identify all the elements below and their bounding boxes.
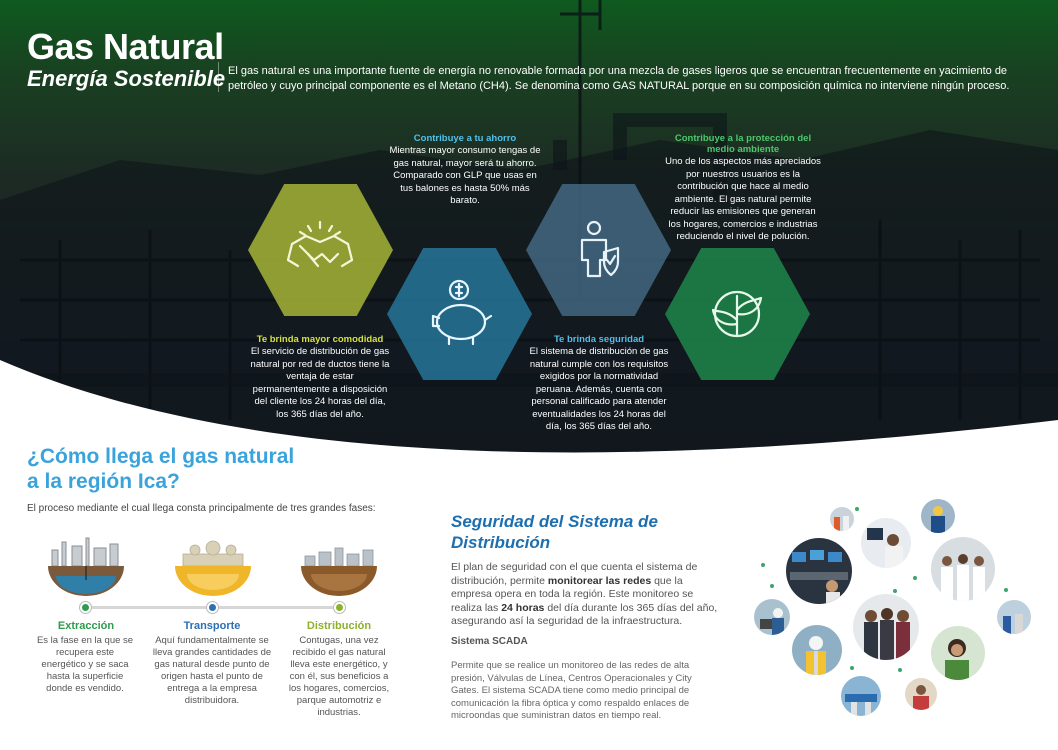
scada-heading: Sistema SCADA xyxy=(451,636,528,647)
phase-title-distribucion: Distribución xyxy=(306,620,372,632)
photo-team-group xyxy=(931,537,995,601)
seguridad-sistema-heading: Seguridad del Sistema de Distribución xyxy=(451,512,658,552)
page-subtitle: Energía Sostenible xyxy=(27,66,226,91)
proceso-subtitle: El proceso mediante el cual llega consta principalmente de tres grandes fases: xyxy=(27,503,376,514)
decor-dot xyxy=(850,666,854,670)
decor-dot xyxy=(761,563,765,567)
seguridad-text-part2: que la empresa opera en toda la región. Este monitoreo se realiza las xyxy=(451,574,694,614)
feature-comodidad xyxy=(250,334,390,421)
photo-woman-smiling xyxy=(931,626,985,680)
decor-dot xyxy=(1004,588,1008,592)
photo-outdoor-workers xyxy=(997,600,1031,634)
feature-comodidad-title: Te brinda mayor comodidad xyxy=(256,334,384,345)
photo-kitchen xyxy=(905,678,937,710)
photo-workers-small xyxy=(830,507,854,531)
photo-executives xyxy=(853,594,919,660)
proceso-heading: ¿Cómo llega el gas natural a la región Ica? xyxy=(27,445,295,493)
seguridad-text-bold2: 24 horas xyxy=(501,601,545,614)
transport-illustration xyxy=(173,532,253,602)
photo-field-worker xyxy=(921,499,955,533)
seguridad-sistema-paragraph xyxy=(451,561,719,629)
decor-dot xyxy=(770,584,774,588)
seguridad-text-bold1: monitorear las redes xyxy=(547,574,652,587)
phase-title-transporte: Transporte xyxy=(183,620,241,632)
decor-dot xyxy=(898,668,902,672)
photo-control-room xyxy=(786,538,852,604)
photo-technician-laptop xyxy=(754,599,790,635)
decor-dot xyxy=(855,507,859,511)
feature-medio-ambiente-text: Uno de los aspectos más apreciados por nuestros usuarios es la contribución que hace al medio ambiente. El gas natural permite reducir las emisiones que generan los hogares, comercios e industrias reduciendo el nivel de polución. xyxy=(665,156,821,242)
timeline-dot-distribucion xyxy=(334,602,345,613)
photo-worker-hardhat xyxy=(792,625,842,675)
seguridad-text-part3: del día durante los 365 días del año, asegurando así la seguridad de la infraestructura. xyxy=(451,601,718,627)
phase-text-extraccion: Es la fase en la que se recupera este energético y se saca hasta la superficie donde es vendido. xyxy=(36,635,134,694)
page-title: Gas Natural xyxy=(27,26,224,67)
distribution-illustration xyxy=(299,532,379,602)
decor-dot xyxy=(913,576,917,580)
feature-ahorro xyxy=(386,133,544,208)
extraction-illustration xyxy=(46,532,126,602)
phase-text-distribucion: Contugas, una vez recibido el gas natural lleva este energético, y con él, sus beneficios a los hogares, comercios, parque automotriz e industrias. xyxy=(288,635,390,718)
feature-seguridad-title: Te brinda seguridad xyxy=(553,334,645,345)
intro-paragraph: El gas natural es una importante fuente de energía no renovable formada por una mezcla de gases ligeros que se encuentran frecuentemente en yacimiento de petróleo y cuyo principal componente es el Metano (CH4). Se denomina como GAS NATURAL porque en su composición química no interviene ningún proceso. xyxy=(228,65,1010,92)
phase-text-transporte: Aquí fundamentalmente se lleva grandes cantidades de gas natural desde punto de origen hasta el punto de entrega a la empresa distribuidora. xyxy=(152,635,272,706)
scada-paragraph: Permite que se realice un monitoreo de las redes de alta presión, Válvulas de Línea, Centros Operacionales y City Gates. El sistema SCADA tiene como medio principal de comunicación la fibra óptica y como respaldo enlaces de microondas que suministran datos en tiempo real. xyxy=(451,660,692,721)
timeline-dot-extraccion xyxy=(80,602,91,613)
feature-comodidad-text: El servicio de distribución de gas natural por red de ductos tiene la ventaja de estar permanentemente a disposición del cliente los 24 horas del día, los 365 días del año. xyxy=(250,346,390,420)
feature-seguridad-text: El sistema de distribución de gas natural cumple con los requisitos exigidos por la normatividad peruana. Además, cuenta con personal calificado para atender eventualidades los 24 horas del día, los 365 días del año. xyxy=(529,346,669,432)
feature-medio-ambiente-title: Contribuye a la protección del medio ambiente xyxy=(674,133,812,155)
decor-dot xyxy=(893,589,897,593)
feature-ahorro-text: Mientras mayor consumo tengas de gas natural, mayor será tu ahorro. Comparado con GLP que usas en tus balones es hasta 50% más barato. xyxy=(389,145,541,206)
feature-medio-ambiente xyxy=(664,133,822,244)
seguridad-text-part1: El plan de seguridad con el que cuenta el sistema de distribución, permite xyxy=(451,561,698,587)
timeline-dot-transporte xyxy=(207,602,218,613)
title-divider xyxy=(218,62,219,92)
photo-office-worker xyxy=(861,518,911,568)
feature-seguridad xyxy=(524,334,674,434)
phase-title-extraccion: Extracción xyxy=(57,620,115,632)
photo-gas-station xyxy=(841,676,881,716)
feature-ahorro-title: Contribuye a tu ahorro xyxy=(413,133,517,144)
